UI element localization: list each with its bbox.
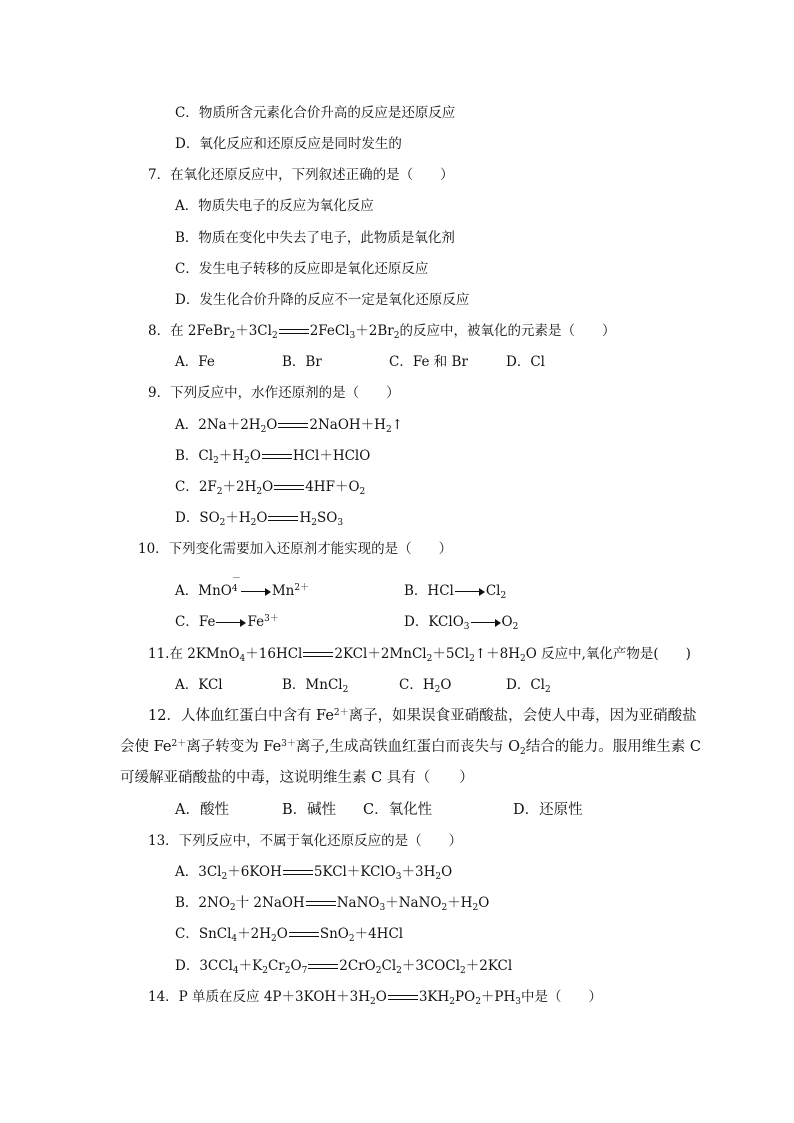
q12-option-d: D．还原性 (513, 802, 583, 818)
q10-option-d: D．KClO$_3$ $O_2$ (404, 614, 519, 632)
q9-option-d: D．$SO_2+H_2O$ $H_2SO_3$ (175, 510, 344, 528)
q12-line3: 可缓解亚硝酸盐的中毒，这说明维生素 C 具有（ ） (120, 770, 474, 786)
q11-stem: 11.在 2KMnO$_4$＋16HCl $2KCl+2MnCl_2+5Cl_2↑+8H_2O$ 反应中,氧化产物是( ) (148, 646, 691, 664)
q10-option-a: A．MnO － $^4$ $Mn^{2+}$ (175, 574, 310, 599)
equals-sign (279, 327, 309, 337)
arrow-icon (241, 587, 271, 597)
arrow-icon (216, 618, 246, 628)
q13-option-b: B．$2NO_2$十 2NaOH $NaNO_3+NaNO_2+H_2O$ (175, 895, 490, 913)
q9-option-c: C．$2F_2+2H_2O$ $4HF+O_2$ (175, 479, 366, 497)
q10-option-b: B．HCl $Cl_2$ (404, 583, 507, 601)
q11-option-d: D．$Cl_2$ (506, 677, 551, 695)
q13-option-d: D．$3CCl_4+K_2Cr_2O_7$ $2CrO_2Cl_2+3COCl_2+2KCl$ (175, 958, 513, 976)
q11-option-c: C．$H_2O$ (399, 677, 452, 695)
q10-row2 (175, 613, 518, 631)
q11-option-b: B．MnCl$_2$ (282, 677, 349, 695)
q12-option-b: B．碱性 (282, 802, 337, 818)
q13-option-c: C．$SnCl_4+2H_2O$ SnO$_2$＋4HCl (175, 926, 404, 944)
arrow-icon (455, 587, 485, 597)
q7-option-c: C．发生电子转移的反应即是氧化还原反应 (175, 261, 429, 277)
q9-option-b: B．$Cl_2+H_2O$ HCl＋HClO (175, 448, 371, 466)
q12-line1: 12．人体血红蛋白中含有 $Fe^{2+}$离子，如果误食亚硝酸盐，会使人中毒，因为亚硝酸盐 (148, 708, 697, 724)
q6-option-c: C．物质所含元素化合价升高的反应是还原反应 (175, 105, 456, 121)
q8-stem: 8．在 $2FeBr_2+3Cl_2$ $2FeCl_3+2Br_2$的反应中，被氧化的元素是（ ） (148, 323, 616, 341)
q11-options (175, 676, 551, 694)
q6-option-d: D．氧化反应和还原反应是同时发生的 (175, 136, 402, 152)
q10-option-c: C．Fe $Fe^{3+}$ (175, 614, 279, 630)
q10-row1 (175, 574, 507, 602)
q7-stem: 7．在氧化还原反应中，下列叙述正确的是（ ） (148, 167, 454, 183)
arrow-icon (471, 618, 501, 628)
q12-options (175, 801, 583, 819)
q14-stem: 14．P 单质在反应 $4P+3KOH+3H_2O$ $3KH_2PO_2+PH_3$中是（ ） (148, 989, 603, 1007)
q7-option-a: A．物质失电子的反应为氧化反应 (175, 198, 374, 214)
q12-option-a: A．酸性 (175, 802, 229, 818)
q11-option-a: A．KCl (175, 677, 223, 693)
q13-stem: 13．下列反应中，不属于氧化还原反应的是（ ） (148, 833, 463, 849)
q8-option-d: D．Cl (506, 354, 545, 370)
q12-line2: 会使 $Fe^{2+}$离子转变为 $Fe^{3+}$离子,生成高铁血红蛋白而丧失与 $O_2$结合的能力。服用维生素 C (120, 739, 701, 757)
q8-option-c: C．Fe 和 Br (389, 354, 468, 370)
q12-option-c: C．氧化性 (363, 802, 433, 818)
q8-option-b: B．Br (282, 354, 322, 370)
q7-option-d: D．发生化合价升降的反应不一定是氧化还原反应 (175, 292, 470, 308)
q13-option-a: A．$3Cl_2+6KOH$ $5KCl+KClO_3+3H_2O$ (175, 864, 453, 882)
q7-option-b: B．物质在变化中失去了电子，此物质是氧化剂 (175, 230, 455, 246)
q8-options (175, 353, 545, 371)
q10-stem: 10．下列变化需要加入还原剂才能实现的是（ ） (138, 541, 453, 557)
q9-option-a: A．$2Na+2H_2O$ $2NaOH+H_2↑$ (175, 417, 403, 435)
q8-option-a: A．Fe (175, 354, 215, 370)
q9-stem: 9．下列反应中，水作还原剂的是（ ） (148, 385, 400, 401)
